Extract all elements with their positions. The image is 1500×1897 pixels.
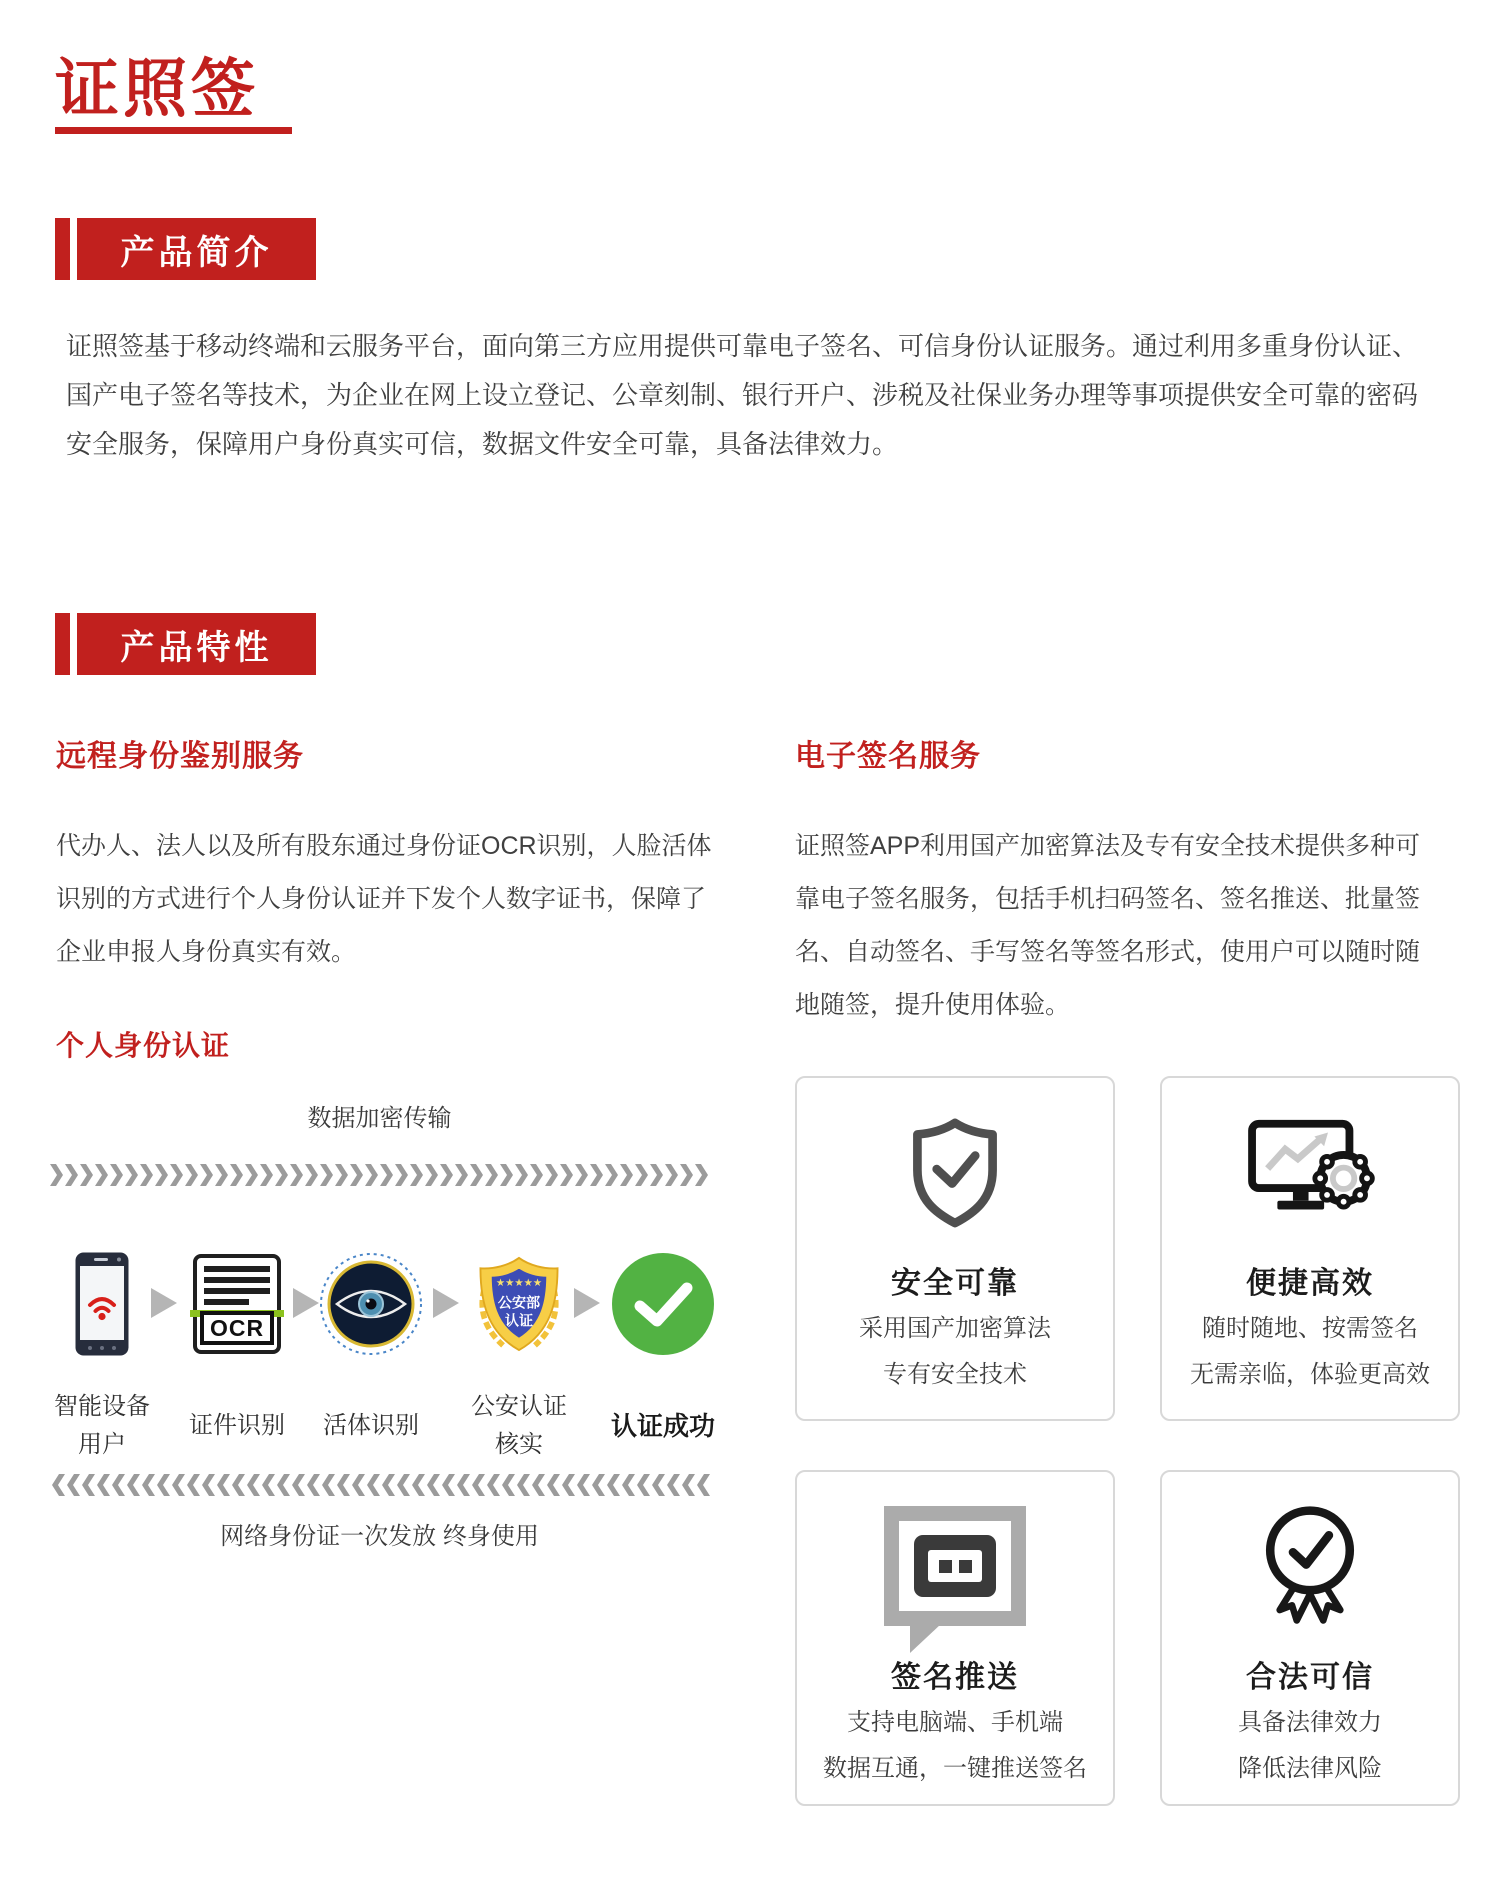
card-line: 采用国产加密算法: [859, 1315, 1051, 1342]
personal-auth-heading: 个人身份认证: [56, 1030, 231, 1061]
esign-service-heading: 电子签名服务: [795, 740, 981, 773]
badge-text-line1: 公安部: [497, 1294, 541, 1311]
section-banner-intro: [55, 218, 316, 280]
shield-check-icon: [902, 1112, 1008, 1232]
section-banner-intro-label: 产品简介: [120, 233, 273, 272]
flow-step-label: 公安认证 核实: [471, 1393, 567, 1458]
police-badge-icon: [472, 1252, 566, 1356]
network-id-label: 网络身份证一次发放 终身使用: [220, 1523, 539, 1550]
banner-box: [77, 613, 316, 675]
esign-service-paragraph: 证照签APP利用国产加密算法及专有安全技术提供多种可靠电子签名服务，包括手机扫码签名、签名推送、批量签名、自动签名、手写签名等签名形式，使用户可以随时随地随签，提升使用体验。: [795, 832, 1421, 1019]
liveness-eye-icon: [318, 1251, 424, 1357]
identity-service-paragraph: 代办人、法人以及所有股东通过身份证OCR识别，人脸活体识别的方式进行个人身份认证并下发个人数字证书，保障了企业申报人身份真实有效。: [56, 832, 712, 966]
flow-arrow-icon: [574, 1288, 600, 1318]
intro-paragraph: 证照签基于移动终端和云服务平台，面向第三方应用提供可靠电子签名、可信身份认证服务。通过利用多重身份认证、国产电子签名等技术，为企业在网上设立登记、公章刻制、银行开户、涉税及社保业务办理等事项提供安全可靠的密码安全服务，保障用户身份真实可信，数据文件安全可靠，具备法律效力。: [66, 331, 1419, 459]
card-line: 具备法律效力: [1238, 1709, 1382, 1736]
card-line: 专有安全技术: [883, 1361, 1027, 1388]
card-secure-reliable: [795, 1076, 1115, 1421]
ocr-document-icon: [193, 1254, 281, 1354]
badge-stars: ★★★★★: [495, 1278, 543, 1290]
card-line: 数据互通，一键推送签名: [823, 1755, 1087, 1782]
chevrons-right-decoration: [50, 1162, 710, 1188]
flow-arrow-icon: [293, 1288, 319, 1318]
page-title: 证照签: [55, 53, 259, 125]
flow-arrow-icon: [433, 1288, 459, 1318]
ocr-label: OCR: [200, 1311, 274, 1345]
feature-cards: [795, 1076, 1460, 1806]
message-push-icon: [884, 1506, 1026, 1626]
success-check-icon: [610, 1251, 716, 1357]
card-signature-push: [795, 1470, 1115, 1806]
card-title: 安全可靠: [891, 1267, 1019, 1300]
smartphone-icon: [75, 1252, 129, 1356]
chevrons-left-decoration: [50, 1472, 710, 1498]
flow-step-label: 活体识别: [323, 1412, 419, 1439]
card-convenient-efficient: [1160, 1076, 1460, 1421]
card-line: 随时随地、按需签名: [1202, 1315, 1418, 1342]
card-line: 无需亲临，体验更高效: [1190, 1361, 1430, 1388]
banner-accent-bar: [55, 613, 70, 675]
flow-step-label: 智能设备 用户: [54, 1393, 150, 1458]
encrypted-transfer-label: 数据加密传输: [307, 1105, 452, 1132]
card-line: 降低法律风险: [1238, 1755, 1382, 1782]
auth-flow-diagram: [47, 1250, 717, 1362]
monitor-gear-icon: [1244, 1112, 1376, 1232]
auth-flow-labels: [47, 1388, 717, 1474]
banner-accent-bar: [55, 218, 70, 280]
identity-service-heading: 远程身份鉴别服务: [56, 740, 304, 773]
flow-arrow-icon: [151, 1288, 177, 1318]
title-underline: [55, 127, 292, 134]
section-banner-features-label: 产品特性: [120, 628, 273, 667]
badge-text-line2: 认证: [504, 1312, 534, 1329]
section-banner-features: [55, 613, 316, 675]
flow-step-label: 证件识别: [189, 1412, 285, 1439]
card-line: 支持电脑端、手机端: [847, 1709, 1063, 1736]
card-legal-trusted: [1160, 1470, 1460, 1806]
medal-check-icon: [1253, 1506, 1367, 1626]
card-title: 合法可信: [1246, 1661, 1374, 1694]
card-title: 签名推送: [891, 1661, 1019, 1694]
banner-box: [77, 218, 316, 280]
card-title: 便捷高效: [1246, 1267, 1374, 1300]
flow-step-label: 认证成功: [610, 1411, 715, 1441]
